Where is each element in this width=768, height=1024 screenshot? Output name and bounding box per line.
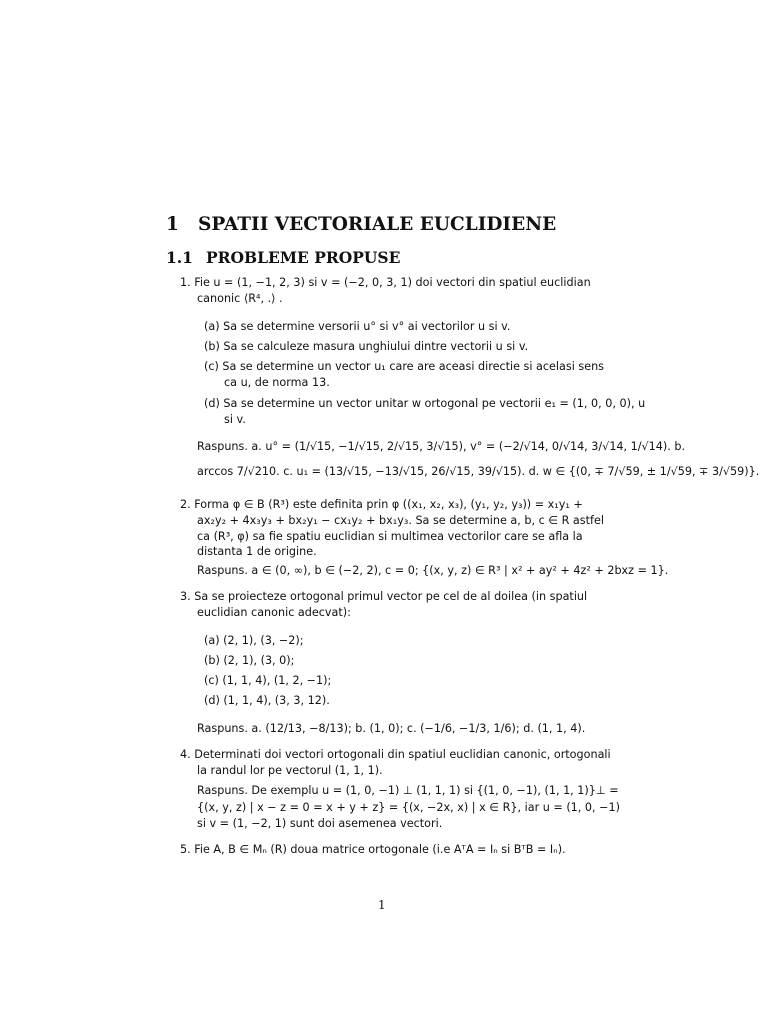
problem-1-line-2: canonic ⟨R⁴, .⟩ . [197,292,283,305]
problem-1a: (a) Sa se determine versorii u° si v° ai vectorilor u si v. [204,320,511,333]
answer-3: Raspuns. a. (12/13, −8/13); b. (1, 0); c. (−1/6, −1/3, 1/6); d. (1, 1, 4). [197,722,586,735]
problem-1-line-1: 1. Fie u = (1, −1, 2, 3) si v = (−2, 0, 3, 1) doi vectori din spatiul euclidian [180,276,591,289]
problem-3-line-2: euclidian canonic adecvat): [197,606,351,619]
section-number: 1 [166,214,179,235]
answer-4-line-1: Raspuns. De exemplu u = (1, 0, −1) ⊥ (1, 1, 1) si {(1, 0, −1), (1, 1, 1)}⊥ = [197,784,619,797]
problem-2-line-2: ax₂y₂ + 4x₃y₃ + bx₂y₁ − cx₁y₂ + bx₁y₃. Sa se determine a, b, c ∈ R astfel [197,514,604,527]
answer-1-line-1: Raspuns. a. u° = (1/√15, −1/√15, 2/√15, 3/√15), v° = (−2/√14, 0/√14, 3/√14, 1/√14). b. [197,440,686,453]
problem-2-line-1: 2. Forma φ ∈ B (R³) este definita prin φ ((x₁, x₂, x₃), (y₁, y₂, y₃)) = x₁y₁ + [180,498,583,511]
subsection-title: PROBLEME PROPUSE [206,248,401,267]
answer-4-line-2: {(x, y, z) | x − z = 0 = x + y + z} = {(x, −2x, x) | x ∈ R}, iar u = (1, 0, −1) [197,801,620,814]
problem-4-line-1: 4. Determinati doi vectori ortogonali din spatiul euclidian canonic, ortogonali [180,748,611,761]
answer-4-line-3: si v = (1, −2, 1) sunt doi asemenea vectori. [197,817,443,830]
problem-2-line-3: ca (R³, φ) sa fie spatiu euclidian si multimea vectorilor care se afla la [197,530,583,543]
problem-3b: (b) (2, 1), (3, 0); [204,654,295,667]
problem-1b: (b) Sa se calculeze masura unghiului dintre vectorii u si v. [204,340,529,353]
problem-1c-line-2: ca u, de norma 13. [224,376,330,389]
section-title: SPATII VECTORIALE EUCLIDIENE [198,214,557,235]
problem-3d: (d) (1, 1, 4), (3, 3, 12). [204,694,330,707]
answer-2: Raspuns. a ∈ (0, ∞), b ∈ (−2, 2), c = 0; {(x, y, z) ∈ R³ | x² + ay² + 4z² + 2bxz = 1}. [197,564,669,577]
problem-4-line-2: la randul lor pe vectorul (1, 1, 1). [197,764,383,777]
page-number: 1 [378,898,386,912]
answer-1-line-2: arccos 7/√210. c. u₁ = (13/√15, −13/√15, 26/√15, 39/√15). d. w ∈ {(0, ∓ 7/√59, ± 1/√59, ∓ 3/√59)}. [197,465,760,478]
problem-1d-line-2: si v. [224,413,246,426]
problem-1c-line-1: (c) Sa se determine un vector u₁ care are aceasi directie si acelasi sens [204,360,605,373]
problem-2-line-4: distanta 1 de origine. [197,545,317,558]
subsection-number: 1.1 [166,248,193,267]
problem-3c: (c) (1, 1, 4), (1, 2, −1); [204,674,332,687]
problem-3a: (a) (2, 1), (3, −2); [204,634,304,647]
section-heading [166,214,556,235]
problem-1d-line-1: (d) Sa se determine un vector unitar w ortogonal pe vectorii e₁ = (1, 0, 0, 0), u [204,397,646,410]
subsection-heading [166,248,400,267]
problem-3-line-1: 3. Sa se proiecteze ortogonal primul vector pe cel de al doilea (in spatiul [180,590,588,603]
problem-5-line-1: 5. Fie A, B ∈ Mₙ (R) doua matrice ortogonale (i.e AᵀA = Iₙ si BᵀB = Iₙ). [180,843,566,856]
